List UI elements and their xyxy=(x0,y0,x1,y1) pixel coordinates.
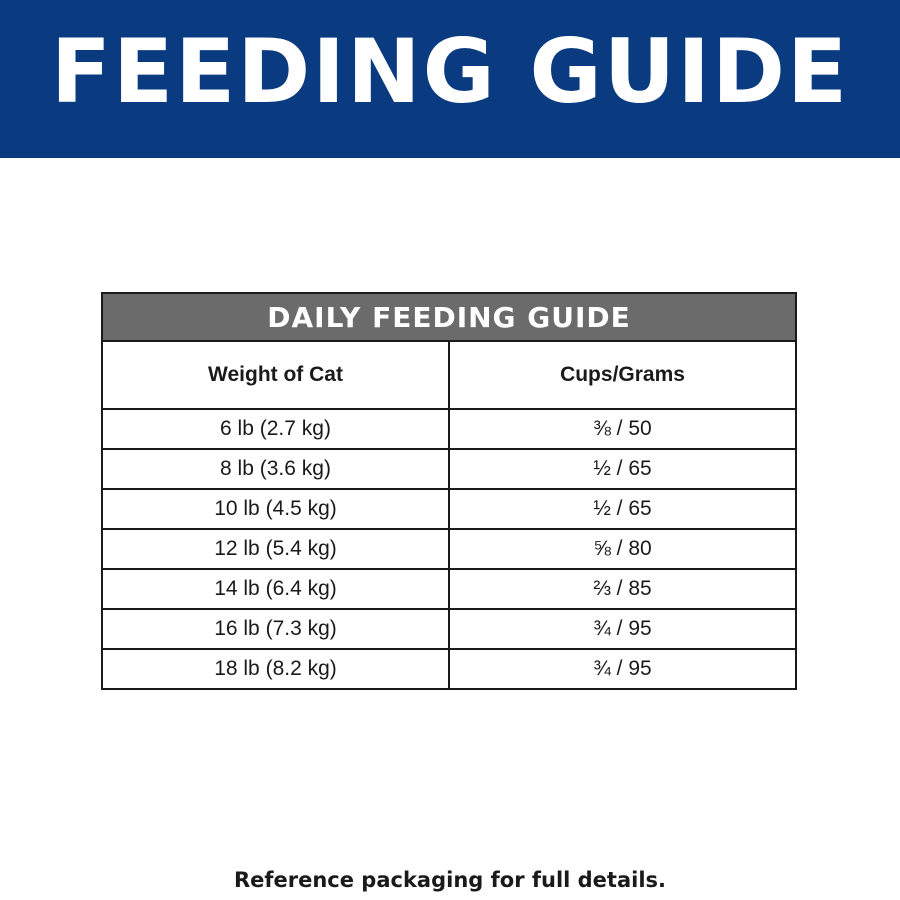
table-row xyxy=(102,489,796,529)
page-title: FEEDING GUIDE xyxy=(50,20,850,123)
amount-cell: ⅜ / 50 xyxy=(449,409,796,449)
weight-cell: 14 lb (6.4 kg) xyxy=(102,569,449,609)
amount-cell: ¾ / 95 xyxy=(449,609,796,649)
table-row xyxy=(102,529,796,569)
table-row xyxy=(102,409,796,449)
column-header-weight: Weight of Cat xyxy=(102,341,449,409)
table-row xyxy=(102,449,796,489)
weight-cell: 12 lb (5.4 kg) xyxy=(102,529,449,569)
daily-feeding-table xyxy=(101,292,797,690)
weight-cell: 8 lb (3.6 kg) xyxy=(102,449,449,489)
amount-cell: ¾ / 95 xyxy=(449,649,796,689)
weight-cell: 10 lb (4.5 kg) xyxy=(102,489,449,529)
amount-cell: ½ / 65 xyxy=(449,489,796,529)
title-banner xyxy=(0,0,900,158)
table-row xyxy=(102,649,796,689)
amount-cell: ⅔ / 85 xyxy=(449,569,796,609)
amount-cell: ½ / 65 xyxy=(449,449,796,489)
table-row xyxy=(102,609,796,649)
weight-cell: 16 lb (7.3 kg) xyxy=(102,609,449,649)
amount-cell: ⅝ / 80 xyxy=(449,529,796,569)
weight-cell: 18 lb (8.2 kg) xyxy=(102,649,449,689)
table-row xyxy=(102,569,796,609)
weight-cell: 6 lb (2.7 kg) xyxy=(102,409,449,449)
footer-note: Reference packaging for full details. xyxy=(233,868,667,892)
table-title: DAILY FEEDING GUIDE xyxy=(102,293,796,341)
column-header-amount: Cups/Grams xyxy=(449,341,796,409)
